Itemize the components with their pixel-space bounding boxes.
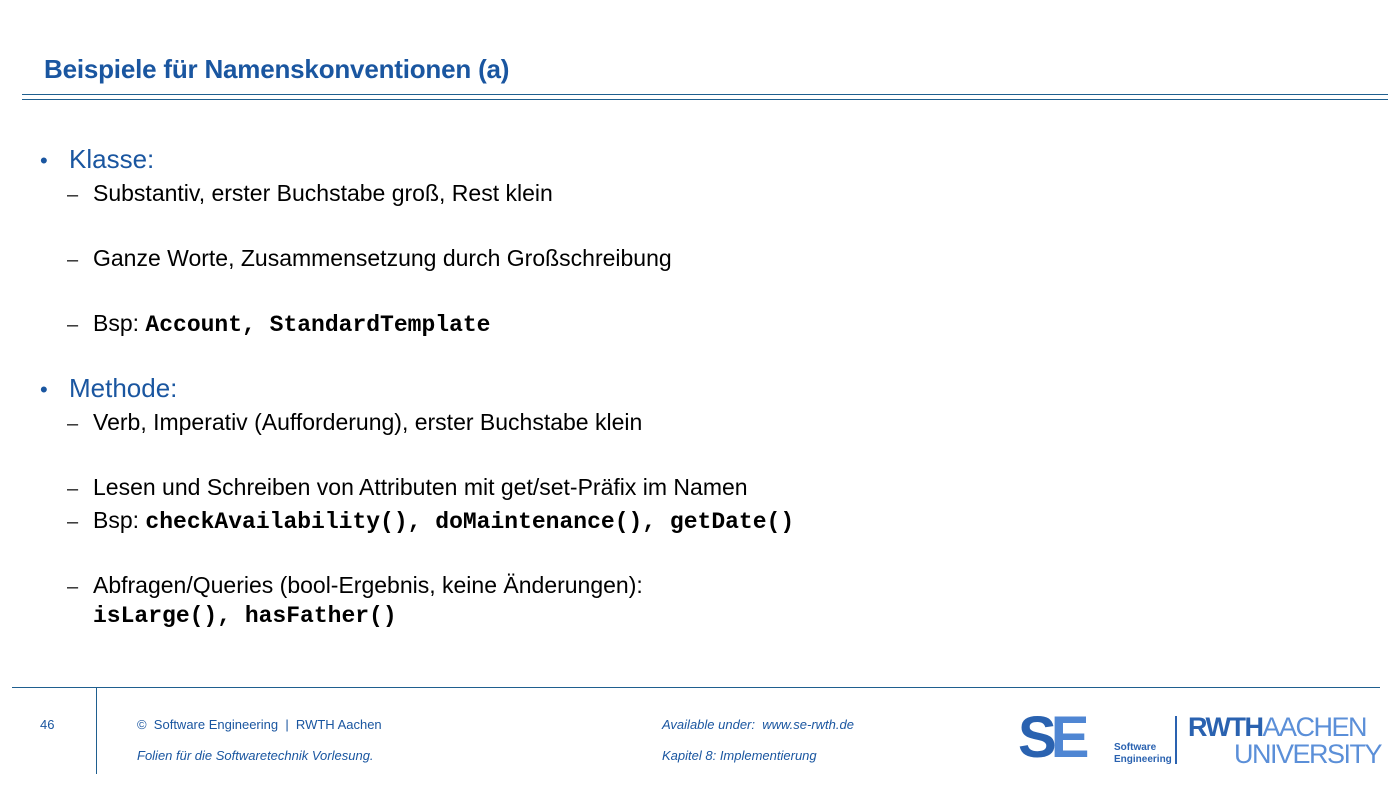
list-item bbox=[67, 570, 1360, 632]
dash-icon: – bbox=[67, 478, 79, 500]
rwth-logo bbox=[1188, 713, 1366, 741]
title-rule-top bbox=[22, 94, 1388, 95]
footer-available: Available under: www.se-rwth.de bbox=[662, 717, 854, 732]
item-list bbox=[40, 178, 1360, 341]
title-rule-bottom bbox=[22, 99, 1388, 100]
section-heading-text: Methode: bbox=[69, 373, 178, 403]
item-text: Lesen und Schreiben von Attributen mit get/set-Präfix im Namen bbox=[93, 474, 748, 500]
footer-divider bbox=[96, 688, 97, 774]
section-methode bbox=[40, 373, 1360, 632]
item-text: Substantiv, erster Buchstabe groß, Rest klein bbox=[93, 180, 553, 206]
logo-separator bbox=[1175, 716, 1177, 764]
se-logo-e: E bbox=[1050, 705, 1084, 770]
bullet-icon: • bbox=[40, 148, 48, 173]
section-klasse bbox=[40, 144, 1360, 341]
footer-rule bbox=[12, 687, 1380, 688]
item-text: Bsp: bbox=[93, 310, 146, 336]
rwth-logo-rwth: RWTH bbox=[1188, 712, 1263, 742]
se-logo-s: S bbox=[1018, 705, 1051, 770]
page-number: 46 bbox=[40, 717, 55, 732]
list-item bbox=[67, 407, 1360, 440]
slide-title: Beispiele für Namenskonventionen (a) bbox=[44, 54, 510, 84]
item-text: Abfragen/Queries (bool-Ergebnis, keine Änderungen): bbox=[93, 572, 643, 598]
list-item bbox=[67, 178, 1360, 211]
rwth-logo-aachen: AACHEN bbox=[1262, 712, 1367, 742]
dash-icon: – bbox=[67, 314, 79, 336]
bullet-icon: • bbox=[40, 377, 48, 402]
se-logo-line1: Software bbox=[1114, 742, 1157, 753]
code-example: isLarge(), hasFather() bbox=[93, 603, 397, 629]
footer-kapitel: Kapitel 8: Implementierung bbox=[662, 748, 817, 763]
list-item bbox=[67, 243, 1360, 276]
item-list bbox=[40, 407, 1360, 632]
footer-copyright: © Software Engineering | RWTH Aachen bbox=[137, 717, 382, 732]
dash-icon: – bbox=[67, 511, 79, 533]
section-heading bbox=[40, 144, 1360, 178]
dash-icon: – bbox=[67, 413, 79, 435]
se-logo-line2: Engineering bbox=[1114, 754, 1172, 765]
dash-icon: – bbox=[67, 576, 79, 598]
item-text: Bsp: bbox=[93, 507, 146, 533]
rwth-logo-university: UNIVERSITY bbox=[1234, 739, 1382, 769]
code-example: Account, StandardTemplate bbox=[145, 312, 491, 338]
list-item bbox=[67, 472, 1360, 505]
section-heading bbox=[40, 373, 1360, 407]
list-item bbox=[67, 505, 1360, 538]
dash-icon: – bbox=[67, 249, 79, 271]
code-example: checkAvailability(), doMaintenance(), getDate() bbox=[145, 509, 795, 535]
list-item bbox=[67, 308, 1360, 341]
slide-content bbox=[40, 144, 1360, 646]
section-heading-text: Klasse: bbox=[69, 144, 155, 174]
se-logo-text bbox=[1114, 742, 1172, 766]
item-text: Ganze Worte, Zusammensetzung durch Großschreibung bbox=[93, 245, 672, 271]
se-logo bbox=[1018, 705, 1084, 770]
footer-folien: Folien für die Softwaretechnik Vorlesung. bbox=[137, 748, 374, 763]
dash-icon: – bbox=[67, 184, 79, 206]
item-text: Verb, Imperativ (Aufforderung), erster Buchstabe klein bbox=[93, 409, 643, 435]
